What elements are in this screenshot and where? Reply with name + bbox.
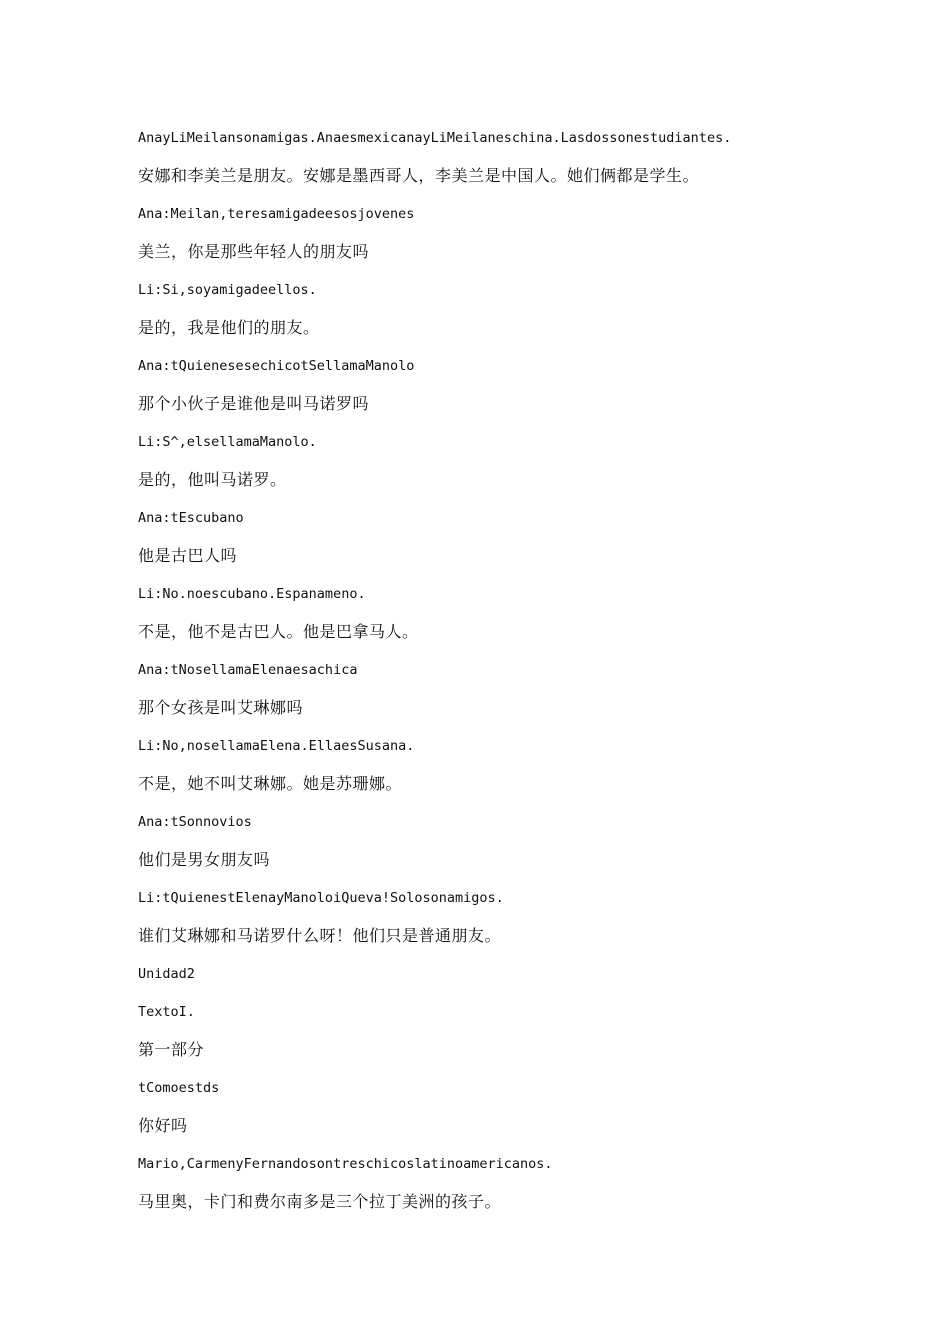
text-line-chinese: 他们是男女朋友吗 [138, 850, 271, 869]
text-line-chinese: 那个女孩是叫艾琳娜吗 [138, 698, 304, 717]
text-line-chinese: 不是，他不是古巴人。他是巴拿马人。 [138, 622, 419, 641]
text-line-spanish: Li:tQuienestElenayManoloiQueva!Solosonamigos. [138, 890, 504, 906]
text-line-spanish: Li:Si,soyamigadeellos. [138, 282, 317, 298]
text-line-chinese: 你好吗 [138, 1116, 188, 1135]
text-line-chinese: 不是，她不叫艾琳娜。她是苏珊娜。 [138, 774, 403, 793]
document-body [138, 125, 898, 1227]
text-line-chinese: 那个小伙子是谁他是叫马诺罗吗 [138, 394, 370, 413]
text-line-chinese: 马里奥，卡门和费尔南多是三个拉丁美洲的孩子。 [138, 1192, 502, 1211]
unit-heading: Unidad2 [138, 966, 195, 982]
text-line-spanish: Ana:tNosellamaElenaesachica [138, 662, 358, 678]
text-heading: TextoI. [138, 1004, 195, 1020]
text-line-spanish: Li:S^,elsellamaManolo. [138, 434, 317, 450]
text-line-chinese: 是的，他叫马诺罗。 [138, 470, 287, 489]
text-line-chinese: 美兰，你是那些年轻人的朋友吗 [138, 242, 370, 261]
text-line-spanish: Ana:tSonnovios [138, 814, 252, 830]
text-line-spanish: Ana:Meilan,teresamigadeesosjovenes [138, 206, 415, 222]
text-line-chinese: 是的，我是他们的朋友。 [138, 318, 320, 337]
text-line-spanish: Ana:tQuienesesechicotSellamaManolo [138, 358, 415, 374]
text-line-chinese: 谁们艾琳娜和马诺罗什么呀！他们只是普通朋友。 [138, 926, 502, 945]
text-line-spanish: AnayLiMeilansonamigas.AnaesmexicanayLiMeilaneschina.Lasdossonestudiantes. [138, 130, 732, 146]
text-line-spanish: tComoestds [138, 1080, 220, 1096]
text-line-spanish: Ana:tEscubano [138, 510, 244, 526]
text-line-spanish: Li:No,nosellamaElena.EllaesSusana. [138, 738, 415, 754]
text-line-spanish: Li:No.noescubano.Espanameno. [138, 586, 366, 602]
text-line-chinese: 他是古巴人吗 [138, 546, 238, 565]
text-line-spanish: Mario,CarmenyFernandosontreschicoslatinoamericanos. [138, 1156, 553, 1172]
section-heading-chinese: 第一部分 [138, 1040, 205, 1059]
text-line-chinese: 安娜和李美兰是朋友。安娜是墨西哥人，李美兰是中国人。她们俩都是学生。 [138, 166, 700, 185]
